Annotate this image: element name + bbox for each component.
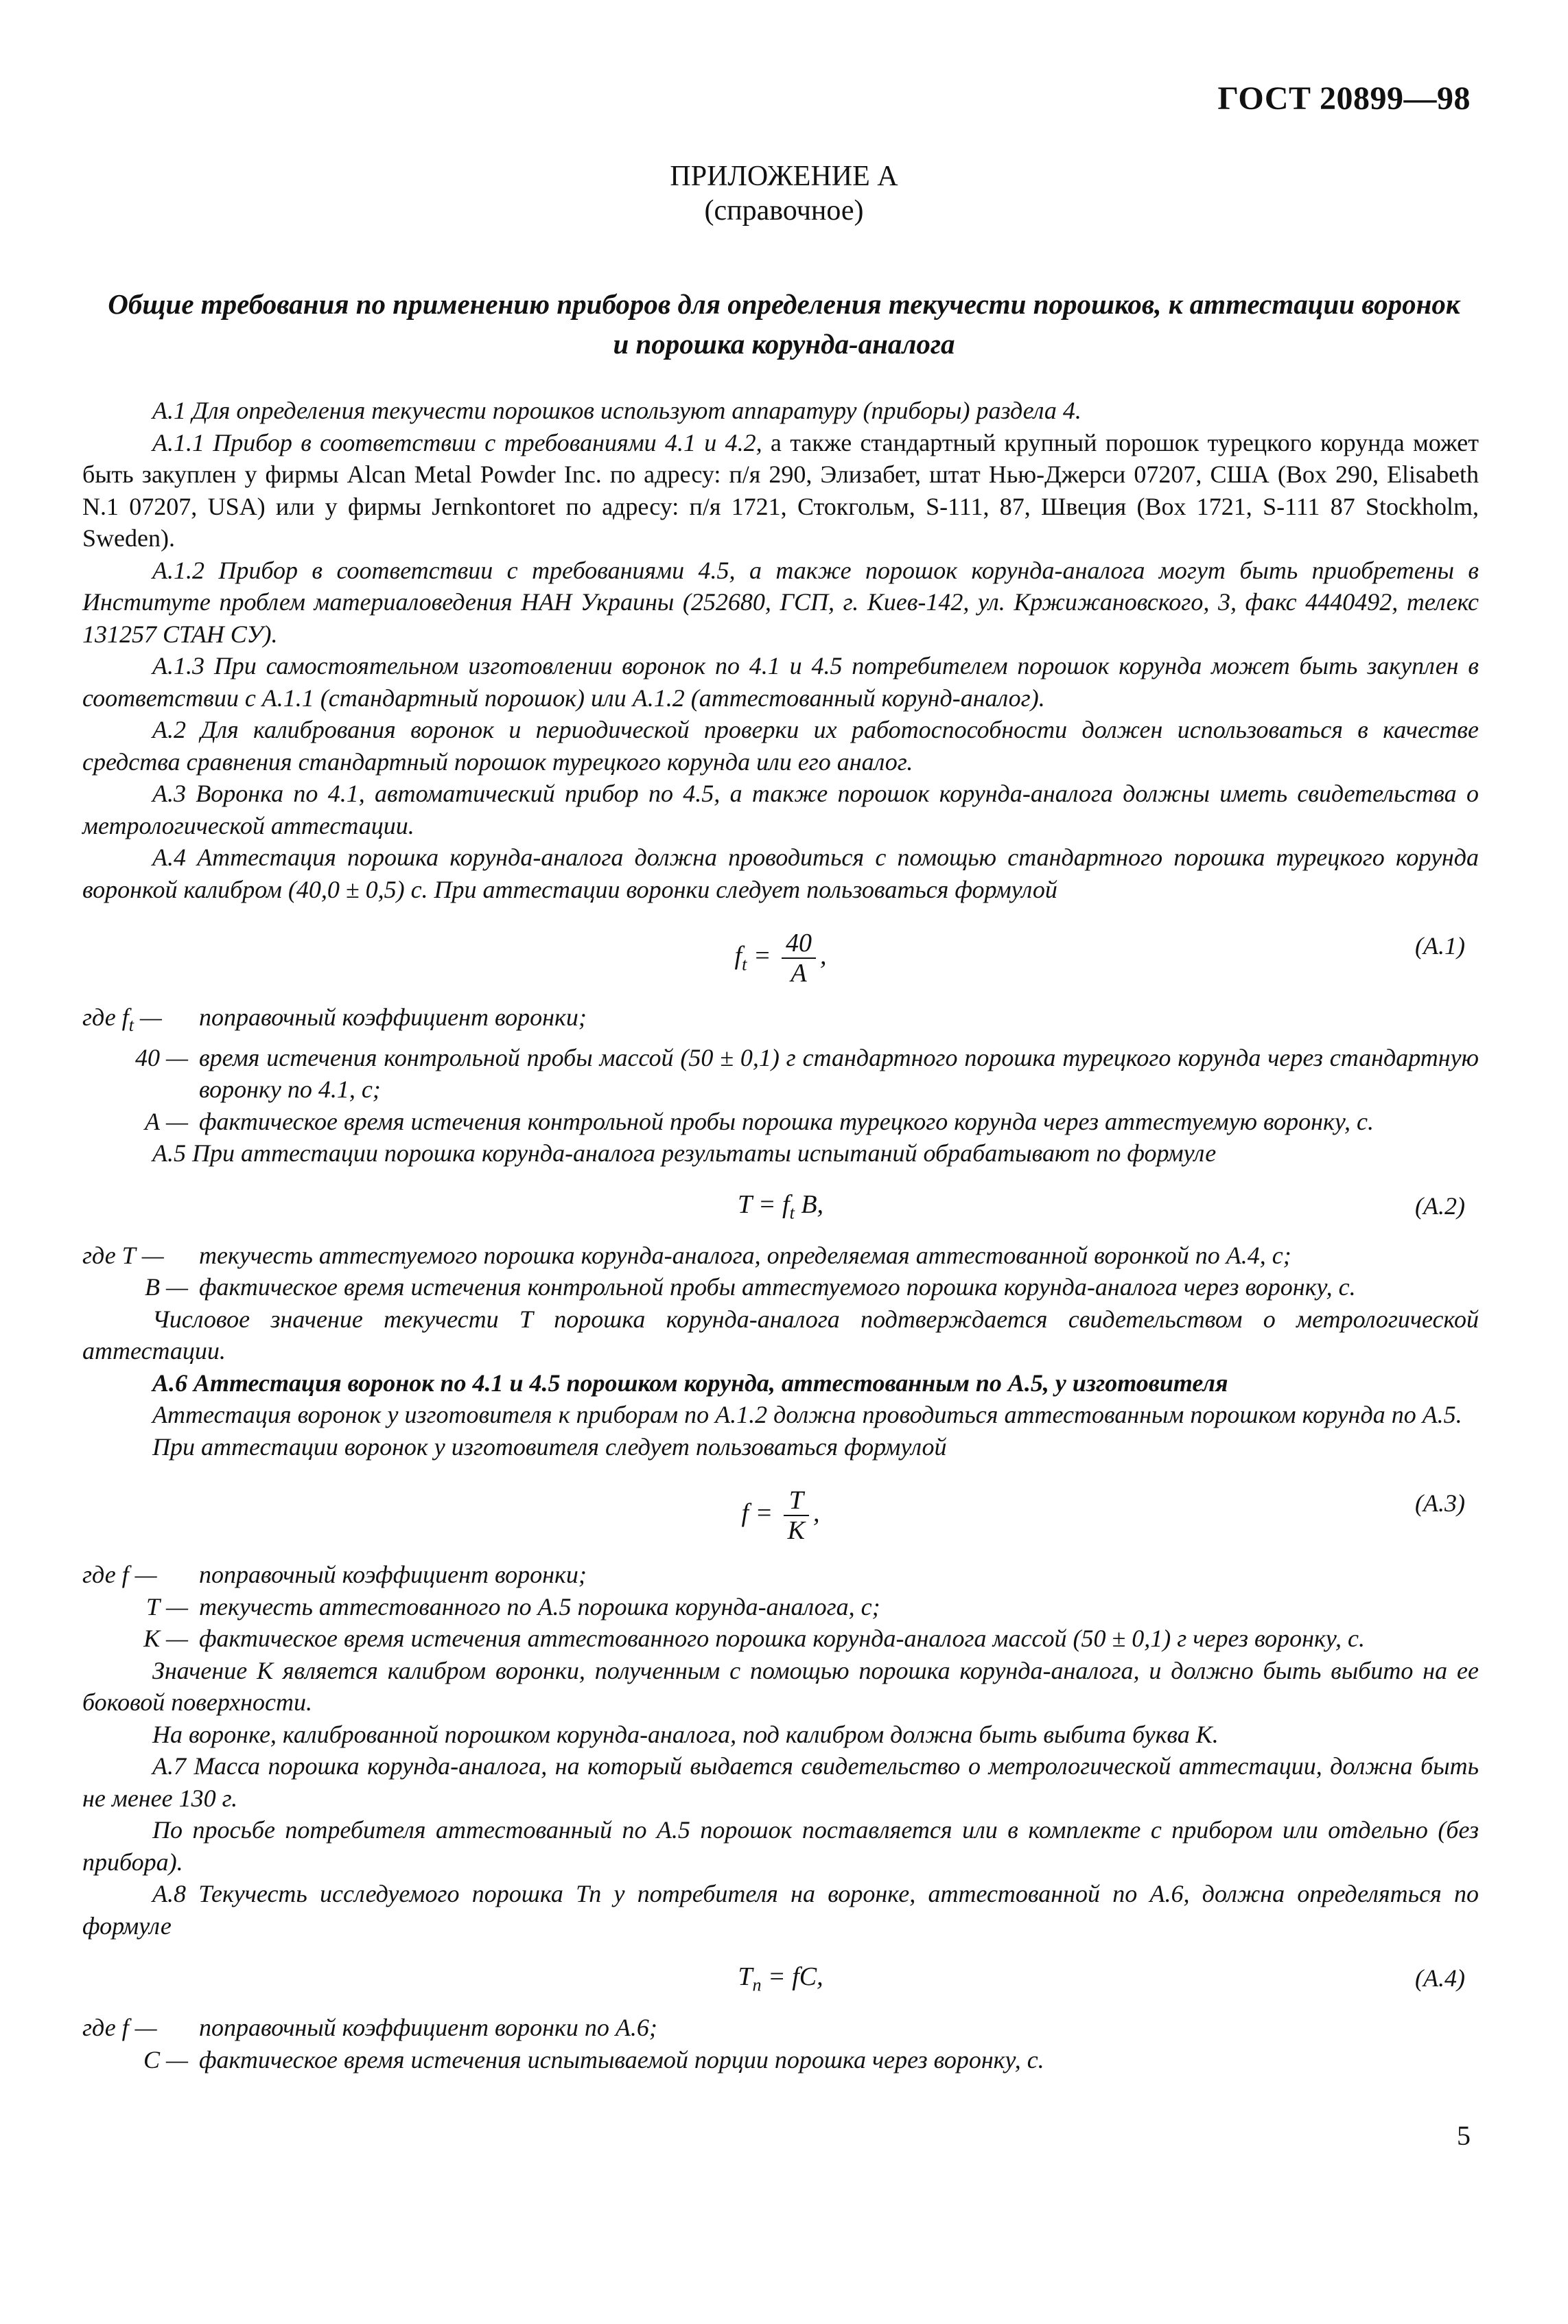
fraction: $\frac{T}{K}$ (784, 1486, 809, 1545)
legend-a2 (82, 1240, 1479, 1303)
legend-row: В — фактическое время истечения контрольной пробы аттестуемого порошка корунда-аналога через воронку, с. (145, 1273, 1356, 1301)
paragraph-a1-3: А.1.3 При самостоятельном изготовлении воронок по 4.1 и 4.5 потребителем порошок корунда может быть закуплен в соответствии с А.1.1 (стандартный порошок) или А.1.2 (аттестованный корунд-аналог). (82, 652, 1479, 712)
legend-row: К — фактическое время истечения аттестованного порошка корунда-аналога массой (50 ± 0,1) г через воронку, с. (143, 1625, 1366, 1653)
formula-a1-number: (А.1) (1415, 932, 1465, 960)
paragraph-numeric-value: Числовое значение текучести Т порошка корунда-аналога подтверждается свидетельством о метрологической аттестации. (82, 1305, 1479, 1365)
formula-a3-expression: f = $\frac{T}{K}$ , (741, 1486, 820, 1546)
paragraph-a1-2: А.1.2 Прибор в соответствии с требованиями 4.5, а также порошок корунда-аналога могут быть приобретены в Институте проблем материаловедения НАН Украины (252680, ГСП, г. Киев-142, ул. Кржижановского, 3, факс 4440492, телекс 131257 СТАН СУ). (82, 556, 1479, 648)
paragraph-a1-1-text: а также стандартный крупный порошок турецкого корунда может быть закуплен у фирмы Alcan Metal Powder Inc. по адресу: п/я 290, Элизабет, штат Нью-Джерси 07207, США (Box 290, Elisabeth N.1 07207, USA) или у фирмы Jernkontoret по адресу: п/я 1721, Стокгольм, S-111, 87, Швеция (Box 1721, S-111 87 Stockholm, Sweden). (82, 428, 1479, 552)
paragraph-a6-formula-intro: При аттестации воронок у изготовителя следует пользоваться формулой (152, 1432, 947, 1461)
appendix-title: ПРИЛОЖЕНИЕ А (670, 161, 898, 192)
paragraph-k-letter: На воронке, калиброванной порошком корунда-аналога, под калибром должна быть выбита буква К. (152, 1720, 1219, 1748)
legend-row: А — фактическое время истечения контрольной пробы порошка турецкого корунда через аттестуемую воронку, с. (145, 1107, 1374, 1135)
paragraph-delivery: По просьбе потребителя аттестованный по А.5 порошок поставляется или в комплекте с прибором или отдельно (без прибора). (82, 1816, 1479, 1876)
formula-a2 (82, 1179, 1479, 1234)
paragraph-a4: А.4 Аттестация порошка корунда-аналога должна проводиться с помощью стандартного порошка турецкого корунда воронкой калибром (40,0 ± 0,5) с. При аттестации воронки следует пользоваться формулой (82, 844, 1479, 903)
appendix-title-block (0, 159, 1568, 228)
paragraph-k-value: Значение К является калибром воронки, полученным с помощью порошка корунда-аналога, и должно быть выбито на ее боковой поверхности. (82, 1656, 1479, 1717)
legend-a3 (82, 1559, 1479, 1655)
legend-a4 (82, 2012, 1479, 2076)
standard-code: ГОСТ 20899—98 (1217, 80, 1471, 117)
formula-a2-number: (А.2) (1415, 1192, 1465, 1220)
fraction: $\frac{40}{A}$ (782, 929, 816, 988)
paragraph-a1-1-lead: А.1.1 Прибор в соответствии с требованиями 4.1 и 4.2, (152, 428, 762, 456)
paragraph-a6-text: Аттестация воронок у изготовителя к приборам по А.1.2 должна проводиться аттестованным порошком корунда по А.5. (152, 1401, 1462, 1429)
legend-a1 (82, 1001, 1479, 1137)
formula-a2-expression: $T = f_t$ B, (737, 1189, 824, 1223)
legend-row: где f — поправочный коэффициент воронки по А.6; (82, 2014, 657, 2042)
formula-a4-number: (А.4) (1415, 1964, 1465, 1992)
appendix-subtitle: (справочное) (704, 195, 864, 226)
formula-a1-expression: $f_t$ = $\frac{40}{A}$ , (734, 929, 827, 988)
legend-row: Т — текучесть аттестованного по А.5 порошка корунда-аналога, с; (145, 1592, 880, 1620)
paragraph-a1-1 (82, 427, 1479, 555)
legend-row: 40 — время истечения контрольной пробы массой (50 ± 0,1) г стандартного порошка турецкого корунда через стандартную воронку по 4.1, с; (134, 1043, 1479, 1104)
page-number: 5 (1457, 2120, 1471, 2151)
paragraph-a6-title: А.6 Аттестация воронок по 4.1 и 4.5 порошком корунда, аттестованным по А.5, у изготовителя (152, 1369, 1228, 1397)
paragraph-a1: А.1 Для определения текучести порошков используют аппаратуру (приборы) раздела 4. (152, 397, 1081, 424)
paragraph-a2: А.2 Для калибрования воронок и периодической проверки их работоспособности должен использоваться в качестве средства сравнения стандартный порошок турецкого корунда или его аналог. (82, 716, 1479, 776)
document-body (82, 395, 1479, 2076)
formula-a4 (82, 1951, 1479, 2006)
formula-a3-number: (А.3) (1415, 1489, 1465, 1518)
legend-row: где Т — текучесть аттестуемого порошка корунда-аналога, определяемая аттестованной воронкой по А.4, с; (82, 1241, 1291, 1269)
legend-row: где f — поправочный коэффициент воронки; (82, 1561, 587, 1589)
appendix-heading: Общие требования по применению приборов для определения текучести порошков, к аттестации воронок и порошка корунда-аналога (108, 288, 1460, 360)
formula-a3 (82, 1472, 1479, 1553)
paragraph-a8: А.8 Текучесть исследуемого порошка Тп у потребителя на воронке, аттестованной по А.6, должна определяться по формуле (82, 1880, 1479, 1940)
formula-a1 (82, 915, 1479, 996)
formula-a4-expression: $T_п$ = fC, (738, 1962, 823, 1995)
paragraph-a7: А.7 Масса порошка корунда-аналога, на который выдается свидетельство о метрологической аттестации, должна быть не менее 130 г. (82, 1752, 1479, 1812)
legend-row: С — фактическое время истечения испытываемой порции порошка через воронку, с. (143, 2045, 1044, 2073)
paragraph-a5: А.5 При аттестации порошка корунда-аналога результаты испытаний обрабатывают по формуле (152, 1139, 1217, 1167)
legend-row: где $f_t$ — поправочный коэффициент воронки; (82, 1003, 587, 1036)
paragraph-a3: А.3 Воронка по 4.1, автоматический прибор по 4.5, а также порошок корунда-аналога должны иметь свидетельства о метрологической аттестации. (82, 780, 1479, 839)
